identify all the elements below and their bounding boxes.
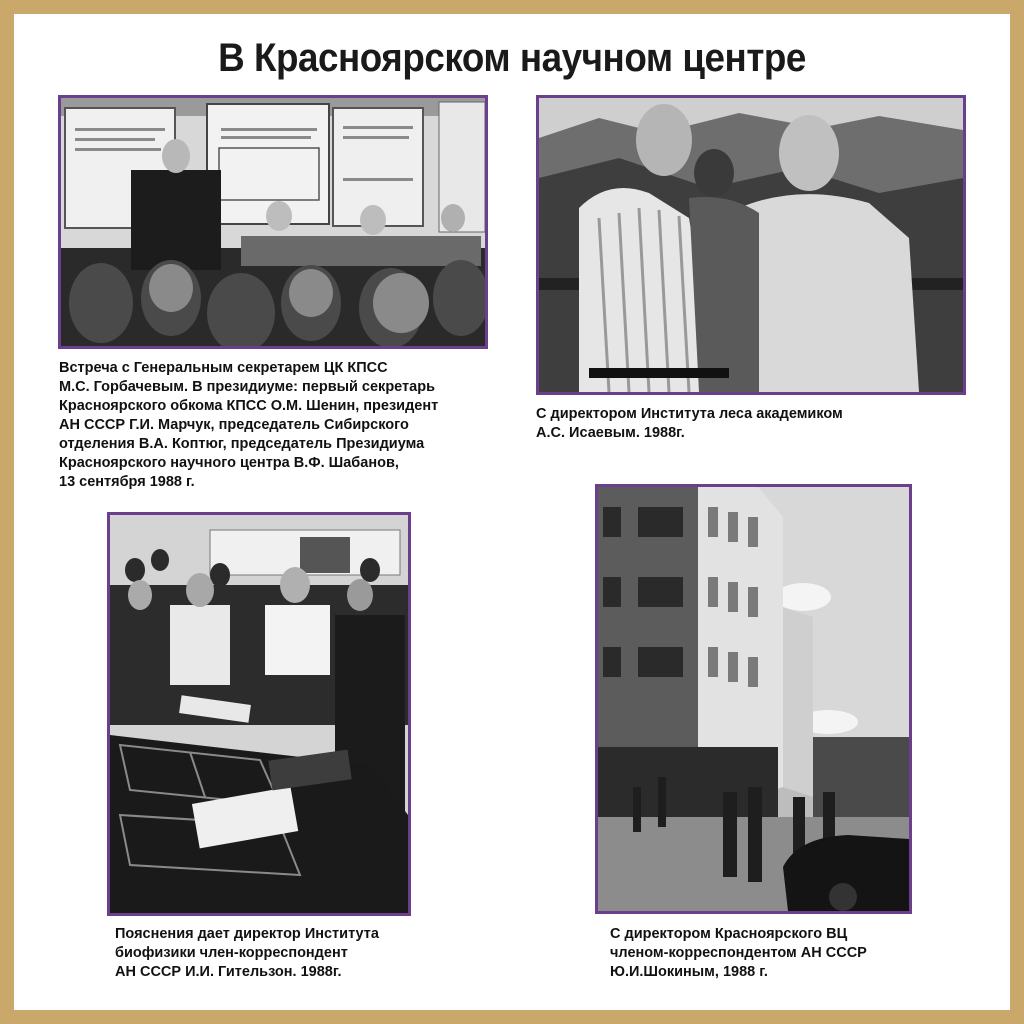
- photo-biophysics-exhibit: [107, 512, 411, 916]
- photo-meeting-gorbachev: [58, 95, 488, 349]
- caption-computing-center: С директором Красноярского ВЦ членом-корреспондентом АН СССР Ю.И.Шокиным, 1988 г.: [610, 926, 867, 980]
- caption-forest-institute: С директором Института леса академиком А.С. Исаевым. 1988г.: [536, 406, 843, 441]
- poster-page: [14, 14, 1010, 1010]
- caption-biophysics-exhibit: Пояснения дает директор Института биофизики член-корреспондент АН СССР И.И. Гительзон. 1988г.: [115, 926, 379, 980]
- poster-title: В Красноярском научном центре: [218, 36, 806, 80]
- caption-meeting-gorbachev: Встреча с Генеральным секретарем ЦК КПСС М.С. Горбачевым. В президиуме: первый секретарь Красноярского обкома КПСС О.М. Шенин, президент АН СССР Г.И. Марчук, председатель Сибирского отделения В.А. Коптюг, председатель Президиума Красноярского научного центра В.Ф. Шабанов, 13 сентября 1988 г.: [59, 360, 439, 490]
- photo-computing-center: [595, 484, 912, 914]
- photo-forest-institute: [536, 95, 966, 395]
